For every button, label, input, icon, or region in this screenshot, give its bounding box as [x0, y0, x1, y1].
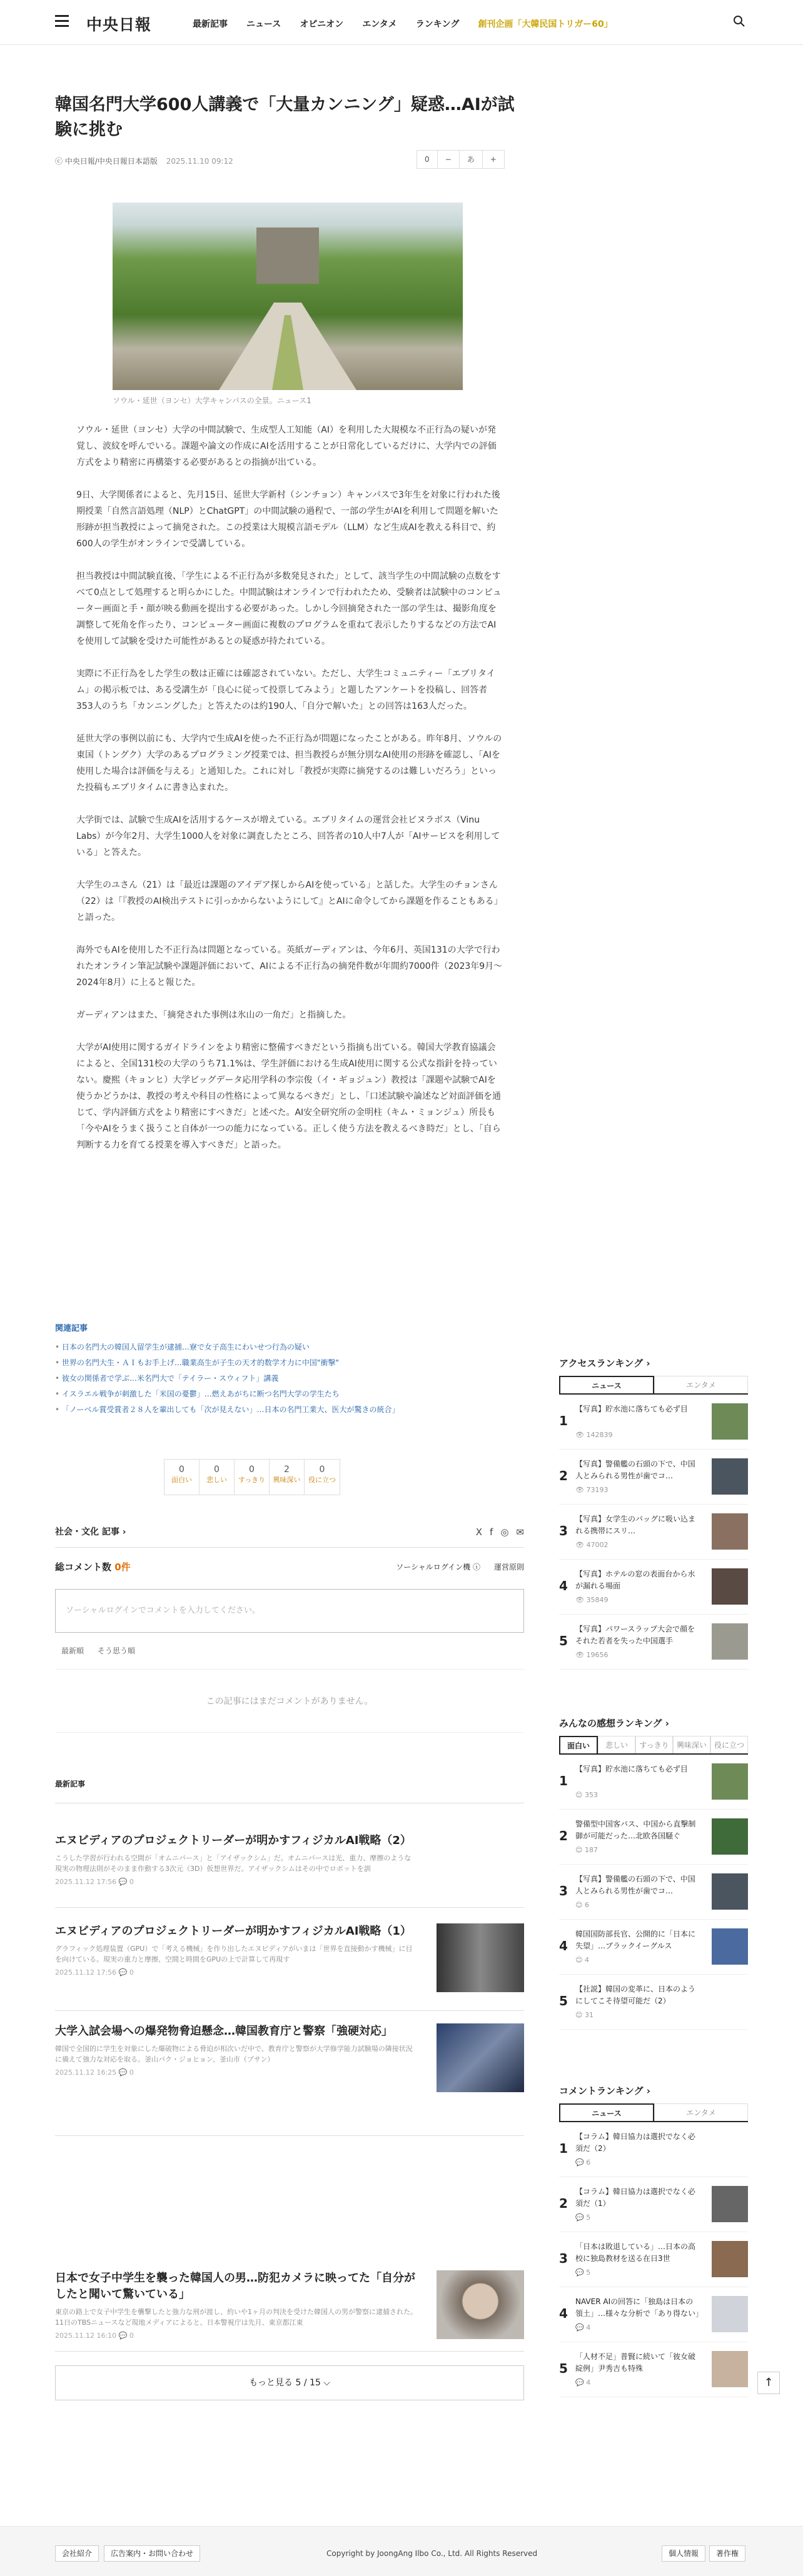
category-bar: [55, 1523, 524, 1548]
related-articles: [55, 1321, 524, 1418]
font-decrease-button[interactable]: −: [438, 151, 460, 168]
ranking-item[interactable]: 3 【写真】警備艦の石頭の下で、中国人とみられる男性が歯でコ… 😊 6: [559, 1865, 748, 1920]
footer-ad-link[interactable]: 広告案内・お問い合わせ: [104, 2545, 200, 2562]
paragraph: 9日、大学関係者によると、先月15日、延世大学新村（シンチョン）キャンパスで3年生を対象に行われた後期授業「自然言語処理（NLP）とChatGPT」の中間試験の過程で、一部の学生がAIを利用して問題を解いた形跡が担当教授によって摘発された。この授業は大規模言語モデル（LLM）など生成AIを教える科目で、約600人の学生がオンラインで受講している。: [76, 490, 500, 549]
scroll-top-button[interactable]: ↑: [757, 2372, 780, 2394]
like-count[interactable]: 0: [417, 151, 438, 168]
comment-policy-link[interactable]: 運営原則: [493, 1563, 524, 1571]
article-title: 韓国名門大学600人講義で「大量カンニング」疑惑…AIが試験に挑む: [55, 95, 515, 139]
search-icon[interactable]: [733, 15, 745, 28]
related-link[interactable]: • イスラエル戦争が刺激した「米国の憂鬱」…燃えあがちに断つ名門大学の学生たち: [55, 1386, 524, 1402]
menu-icon[interactable]: [55, 15, 69, 28]
latest-date: 2025.11.12 16:10 💬 0: [55, 2332, 134, 2340]
access-ranking: [559, 1356, 748, 1670]
ranking-heading[interactable]: アクセスランキング ›: [559, 1358, 650, 1369]
comment-heading: 総コメント数 0件: [55, 1561, 131, 1573]
reaction-buttons: [164, 1459, 340, 1495]
nav-promo[interactable]: 創刊企画「大韓民国トリガー60」: [478, 19, 613, 29]
tab-news[interactable]: ニュース: [559, 1376, 654, 1393]
main-nav: [193, 18, 613, 30]
comment-input[interactable]: ソーシャルログインでコメントを入力してください。: [55, 1589, 524, 1633]
article-meta: [55, 156, 233, 166]
facebook-share-icon[interactable]: f: [490, 1526, 493, 1538]
ranking-item[interactable]: 5 【社説】韓国の変革に、日本のようにしてこそ待望可能だ（2） 😊 31: [559, 1975, 748, 2030]
paragraph: 実際に不正行為をした学生の数は正確には確認されていない。ただし、大学生コミュニティー「エブリタイム」の掲示板では、ある受講生が「良心に従って投票してみよう」と題したアンケートを投稿し、回答者353人のうち「カンニングした」と答えたのは約190人、「自分で解いた」との回答は163人だった。: [76, 669, 495, 711]
ranking-item[interactable]: 4 NAVER AIの回答に「独島は日本の領土」…様々な分析で「あり得ない」 💬 4: [559, 2287, 748, 2342]
paragraph: 担当教授は中間試験直後、「学生による不正行為が多数発見された」として、該当学生の中間試験の点数をすべて0点として処理すると明らかにした。中間試験はオンラインで行われたため、受験者は試験中のコンピューター画面と手・顔が映る動画を提出する必要があった。しかし今回摘発された一部の学生は、撮影角度を調整して死角を作ったり、コンピューター画面に複数のプログラムを重ねて表示したりするなどの方法でAIを使用して試験を受けた可能性があるとの疑惑が持たれている。: [76, 571, 502, 646]
ranking-item[interactable]: 2 警備型中国客バス、中国から直撃制御が可能だった…北欧各国騒ぐ 😊 187: [559, 1810, 748, 1865]
site-footer: [0, 2526, 803, 2576]
related-link[interactable]: • 世界の名門大生・ＡＩもお手上げ…職業高生が子生の天才的数学才力に中国"衝撃": [55, 1355, 524, 1371]
comment-empty: この記事にはまだコメントがありません。: [55, 1669, 524, 1733]
latest-desc: 韓国で全国的に学生を対象にした爆破物による脅迫が相次いだ中で、教育庁と警察が大学修学能力試験場の隣接状況に備えて強力な対応を取る。釜山パク・ジョヒョン、釜山市（プサン）: [55, 2045, 413, 2063]
font-label: あ: [460, 151, 483, 168]
mail-share-icon[interactable]: ✉: [516, 1526, 524, 1538]
paragraph: 大学がAI使用に関するガイドラインをより精密に整備すべきだという指摘も出ている。韓国大学教育協議会によると、全国131校の大学のうち71.1%は、学生評価における生成AI使用に関する公式な指針を持っていない。慶熙（キョンヒ）大学ビッグデータ応用学科の李宗俊（イ・ギョジュン）教授は「課題や試験でAIを使うかどうかは、教授の考えや科目の性格によって異なるべきだ」とし、「口述試験や論述など対面評価を通じて、学内評価方式をより精密にすべきだ」と述べた。AI安全研究所の金明柱（キム・ミョンジュ）所長も「今やAIをうまく扱うこと自体が一つの能力になっている。正しく使う方法を教えるべき時だ」とし、「自ら判断する力を育てる授業を導入すべきだ」と語った。: [76, 1043, 501, 1150]
list-item[interactable]: [55, 2270, 524, 2352]
paragraph: 大学生のユさん（21）は「最近は課題のアイデア探しからAIを使っている」と話した。大学生のチョンさん（22）は「『教授のAI検出テストに引っかからないようにして』とAIに命令してから課題を作ることもある」と語った。: [76, 880, 503, 923]
comment-section: [55, 1558, 524, 1706]
latest-thumbnail: [437, 2270, 524, 2339]
tab-useful[interactable]: 役に立つ: [710, 1736, 748, 1753]
ranking-item[interactable]: 2 【写真】警備艦の石頭の下で、中国人とみられる男性が歯でコ… 👁 73193: [559, 1450, 748, 1505]
tab-funny[interactable]: 面白い: [559, 1736, 598, 1753]
related-link[interactable]: • 日本の名門大の韓国人留学生が逮捕…寮で女子高生にわいせつ行為の疑い: [55, 1340, 524, 1355]
latest-title[interactable]: 大学入試会場への爆発物脅迫懸念…韓国教育庁と警察「強硬対応」: [55, 2025, 393, 2038]
reaction-sad[interactable]: 0 悲しい: [199, 1460, 235, 1495]
x-share-icon[interactable]: X: [475, 1526, 483, 1538]
reaction-funny[interactable]: 0 面白い: [164, 1460, 199, 1495]
ranking-item[interactable]: 5 【写真】パワースラップ大会で顔をそれた若者を失った中国選手 👁 19656: [559, 1615, 748, 1670]
sort-agree[interactable]: そう思う順: [98, 1646, 136, 1655]
related-link[interactable]: • 「ノーベル賞受賞者２８人を輩出しても「次が見えない」…日本の名門工業大、医大が驚きの統合」: [55, 1402, 524, 1418]
paragraph: 延世大学の事例以前にも、大学内で生成AIを使った不正行為が問題になったことがある。昨年8月、ソウルの東国（トングク）大学のあるプログラミング授業では、担当教授らが無分別なAI使用の形跡を確認し、「AIを使用した場合は評価を与える」と通知した。これに対し「教授が実際に摘発するのは難しいだろう」といった投稿もエブリタイムに書き込まれた。: [76, 734, 502, 793]
latest-title[interactable]: 日本で女子中学生を襲った韓国人の男…防犯カメラに映ってた「自分がしたと聞いて驚いている」: [55, 2272, 415, 2301]
tab-interesting[interactable]: 興味深い: [673, 1736, 710, 1753]
photo-caption: ソウル・延世（ヨンセ）大学キャンパスの全景。ニュース1: [113, 396, 311, 405]
latest-thumbnail: [437, 1923, 524, 1992]
font-increase-button[interactable]: +: [490, 155, 497, 164]
list-item[interactable]: [55, 1833, 524, 1908]
article-body: [76, 422, 503, 1170]
nav-news[interactable]: ニュース: [246, 19, 281, 29]
list-item[interactable]: [55, 1923, 524, 2011]
ranking-item[interactable]: 5 「人材不足」普賢に続いて「彼女破綻例」尹秀吉も特殊 💬 4: [559, 2342, 748, 2397]
latest-date: 2025.11.12 17:56 💬 0: [55, 1968, 134, 1977]
tab-entertainment[interactable]: エンタメ: [654, 1376, 748, 1393]
more-button[interactable]: もっと見る 5 / 15 ⌵: [55, 2365, 524, 2400]
related-heading: 関連記事: [55, 1324, 88, 1333]
reaction-useful[interactable]: 0 役に立つ: [308, 1465, 336, 1484]
nav-ranking[interactable]: ランキング: [415, 19, 460, 29]
tab-entertainment[interactable]: エンタメ: [654, 2103, 748, 2121]
latest-title[interactable]: エヌビディアのプロジェクトリーダーが明かすフィジカルAI戦略（2）: [55, 1834, 412, 1847]
ranking-item[interactable]: 3 【写真】女学生のバッグに吸い込まれる携帯にスリ… 👁 47002: [559, 1505, 748, 1560]
reaction-refreshing[interactable]: 0 すっきり: [235, 1460, 270, 1495]
paragraph: 大学街では、試験で生成AIを活用するケースが増えている。エブリタイムの運営会社ビヌラボス（Vinu Labs）が今年2月、大学生1000人を対象に調査したところ、回答者の10人中7人が「AIサービスを利用している」と答えた。: [76, 815, 500, 858]
share-buttons: [476, 1526, 524, 1538]
footer-copyright-link[interactable]: 著作権: [709, 2545, 745, 2562]
paragraph: ガーディアンはまた、「摘発された事例は氷山の一角だ」と指摘した。: [76, 1010, 351, 1020]
latest-thumbnail: [437, 2023, 524, 2092]
article-tools: [417, 150, 505, 169]
footer-company-link[interactable]: 会社紹介: [55, 2545, 99, 2562]
ranking-item[interactable]: 2 【コラム】韓日協力は選択でなく必須だ（1） 💬 5: [559, 2177, 748, 2232]
line-share-icon[interactable]: ◎: [500, 1526, 509, 1538]
list-item[interactable]: [55, 2023, 524, 2136]
ranking-item[interactable]: 1 【写真】貯水池に落ちても必ず目 👁 142839: [559, 1395, 748, 1450]
nav-latest[interactable]: 最新記事: [193, 19, 228, 29]
related-link[interactable]: • 彼女の関係者で学ぶ…米名門大で「テイラー・スウィフト」講義: [55, 1371, 524, 1386]
ranking-item[interactable]: 1 【写真】貯水池に落ちても必ず目 😊 353: [559, 1755, 748, 1810]
empathy-ranking: [559, 1716, 748, 2030]
ranking-item[interactable]: 4 韓国国防部長官、公開的に「日本に失望」…ブラックイーグルス 😊 4: [559, 1920, 748, 1975]
latest-desc: こうした学習が行われる空間が「オムニバース」と「アイザックシム」だ。オムニバースは光、重力、摩擦のような現実の物理法則がそのまま作動する3次元（3D）仮想世界だ。アイザックシムはその中でロボットを訓: [55, 1854, 412, 1873]
latest-heading: 最新記事: [55, 1778, 524, 1803]
nav-opinion[interactable]: オピニオン: [300, 19, 344, 29]
ranking-heading[interactable]: コメントランキング ›: [559, 2085, 650, 2097]
sort-latest[interactable]: 最新順: [61, 1646, 84, 1655]
paragraph: ソウル・延世（ヨンセ）大学の中間試験で、生成型人工知能（AI）を利用した大規模な不正行為の疑いが発覚し、波紋を呼んでいる。課題や論文の作成にAIを活用することが日常化しているだけに、大学内での評価方式をより精密に再構築する必要があるとの指摘が出ている。: [76, 425, 497, 468]
latest-date: 2025.11.12 17:56 💬 0: [55, 1878, 134, 1886]
comment-sort: [61, 1645, 135, 1656]
article-photo: [113, 203, 463, 390]
tab-refreshing[interactable]: すっきり: [635, 1736, 673, 1753]
latest-desc: 東京の路上で女子中学生を襲撃したと強力な刑が渡し、約いや1ヶ月の判決を受けた韓国人の男が警察に逮捕された。11日のTBSニュースなど現地メディアによると、日本警視庁は先月、東京都江東: [55, 2308, 417, 2327]
latest-title[interactable]: エヌビディアのプロジェクトリーダーが明かすフィジカルAI戦略（1）: [55, 1925, 412, 1938]
ranking-item[interactable]: 1 【コラム】韓日協力は選択でなく必須だ（2） 💬 6: [559, 2122, 748, 2177]
nav-entertainment[interactable]: エンタメ: [362, 19, 397, 29]
latest-date: 2025.11.12 16:25 💬 0: [55, 2068, 134, 2077]
tab-sad[interactable]: 悲しい: [598, 1736, 635, 1753]
ranking-heading[interactable]: みんなの感想ランキング ›: [559, 1718, 669, 1729]
category-link[interactable]: 社会・文化 記事 ›: [55, 1527, 126, 1537]
article-source[interactable]: ⓒ 中央日報/中央日報日本語版: [55, 157, 158, 166]
ranking-item[interactable]: 3 「日本は敗退している」…日本の高校に独島教材を送る在日3世 💬 5: [559, 2232, 748, 2287]
footer-copyright: Copyright by JoongAng Ilbo Co., Ltd. All Rights Reserved: [326, 2549, 538, 2558]
article-date: 2025.11.10 09:12: [166, 157, 233, 166]
ranking-item[interactable]: 4 【写真】ホテルの窓の表面台から水が漏れる場面 👁 35849: [559, 1560, 748, 1615]
reaction-interesting[interactable]: 2 興味深い: [270, 1460, 305, 1495]
latest-articles: [55, 1778, 524, 1803]
tab-news[interactable]: ニュース: [559, 2103, 654, 2121]
footer-privacy-link[interactable]: 個人情報: [662, 2545, 705, 2562]
paragraph: 海外でもAIを使用した不正行為は問題となっている。英紙ガーディアンは、今年6月、英国131の大学で行われたオンライン筆記試験や課題評価において、AIによる不正行為の摘発件数が年間約7000件（2023年9月〜2024年8月）に上ると報じた。: [76, 945, 503, 988]
social-login-button[interactable]: ソーシャルログイン機 ⓘ: [396, 1563, 480, 1571]
latest-desc: グラフィック処理装置（GPU）で「考える機械」を作り出したエヌビディアがいまは「世界を直接動かす機械」に目を向けている。現実の重力と摩擦、空間と時間をGPUの上で計算して再現す: [55, 1945, 413, 1963]
site-logo[interactable]: 中央日報: [86, 16, 152, 34]
site-header: [0, 0, 803, 45]
comment-ranking: [559, 2084, 748, 2397]
